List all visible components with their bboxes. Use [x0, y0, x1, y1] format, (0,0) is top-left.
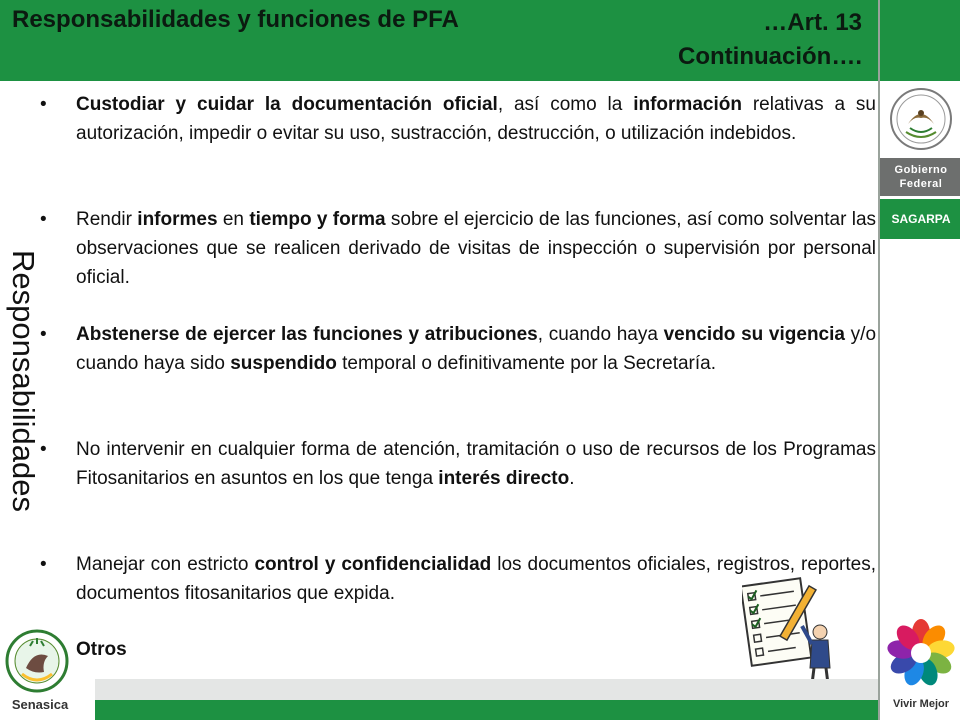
sagarpa-logo: SAGARPA [880, 199, 960, 239]
text-bold: información [633, 94, 742, 115]
vertical-section-label: Responsabilidades [6, 250, 41, 512]
text-normal: , así como la [497, 94, 634, 115]
bullet-text [76, 320, 876, 378]
text-bold: suspendido [230, 353, 337, 374]
text-normal: No intervenir en cualquier forma de atención, tramitación o uso de recursos de los Programas Fitosanitarios en asuntos en los que tenga [76, 439, 876, 489]
text-bold: Abstenerse de ejercer las funciones y atribuciones [76, 324, 538, 345]
header-bar [0, 0, 878, 81]
text-normal: , cuando haya [537, 324, 664, 345]
bullet-dot: • [40, 94, 47, 115]
text-bold: Otros [76, 639, 127, 660]
bullet-item [40, 320, 876, 378]
text-bold: Custodiar y cuidar la documentación oficial [76, 94, 498, 115]
bullet-text [76, 205, 876, 292]
bullet-item [40, 205, 876, 292]
text-bold: interés directo [438, 468, 570, 489]
gobierno-label: Gobierno [894, 164, 948, 176]
text-bold: vencido su vigencia [663, 324, 845, 345]
gobierno-federal-logo [880, 158, 960, 196]
article-reference [678, 6, 862, 74]
right-sidebar [878, 0, 960, 720]
text-normal: temporal o definitivamente por la Secretaría. [336, 353, 716, 374]
text-normal: . [569, 468, 575, 489]
bullet-dot: • [40, 324, 47, 345]
mexico-seal-icon [888, 86, 954, 152]
bottom-green-band [95, 700, 878, 720]
text-normal: y/o cuando haya sido [76, 324, 877, 374]
text-bold: tiempo y forma [249, 209, 386, 230]
bullet-dot: • [40, 209, 47, 230]
text-normal: los documentos oficiales, registros, reportes, documentos fitosanitarios que expida. [76, 554, 876, 604]
bullet-item [40, 90, 876, 148]
bullet-dot: • [40, 554, 47, 575]
text-normal: Manejar con estricto [76, 554, 255, 575]
senasica-seal-icon [4, 628, 70, 694]
text-normal: sobre el ejercicio de las funciones, así como solventar las observaciones que se realicen derivado de visitas de inspección o supervisión por personal oficial. [76, 209, 877, 288]
text-bold: control y confidencialidad [254, 554, 492, 575]
bullet-text [76, 90, 876, 148]
vivir-mejor-label: Vivir Mejor [892, 698, 950, 710]
text-normal: Rendir [76, 209, 138, 230]
bottom-grey-band [95, 679, 878, 700]
checklist-person-clipart-icon [742, 576, 842, 686]
sidebar-green-band [880, 0, 960, 81]
bullet-item [40, 435, 876, 493]
text-normal: en [217, 209, 250, 230]
senasica-label: Senasica [11, 697, 69, 712]
bullet-text [76, 435, 876, 493]
slide-title: Responsabilidades y funciones de PFA [12, 6, 459, 33]
text-bold: informes [137, 209, 218, 230]
continuation-label: Continuación…. [678, 43, 862, 70]
text-normal: relativas a su autorización, impedir o evitar su uso, sustracción, destrucción, o utilización indebidos. [76, 94, 876, 144]
article-number: …Art. 13 [763, 9, 862, 36]
vivir-mejor-flower-icon [886, 618, 956, 688]
federal-label: Federal [899, 178, 943, 190]
bullet-dot: • [40, 439, 47, 460]
